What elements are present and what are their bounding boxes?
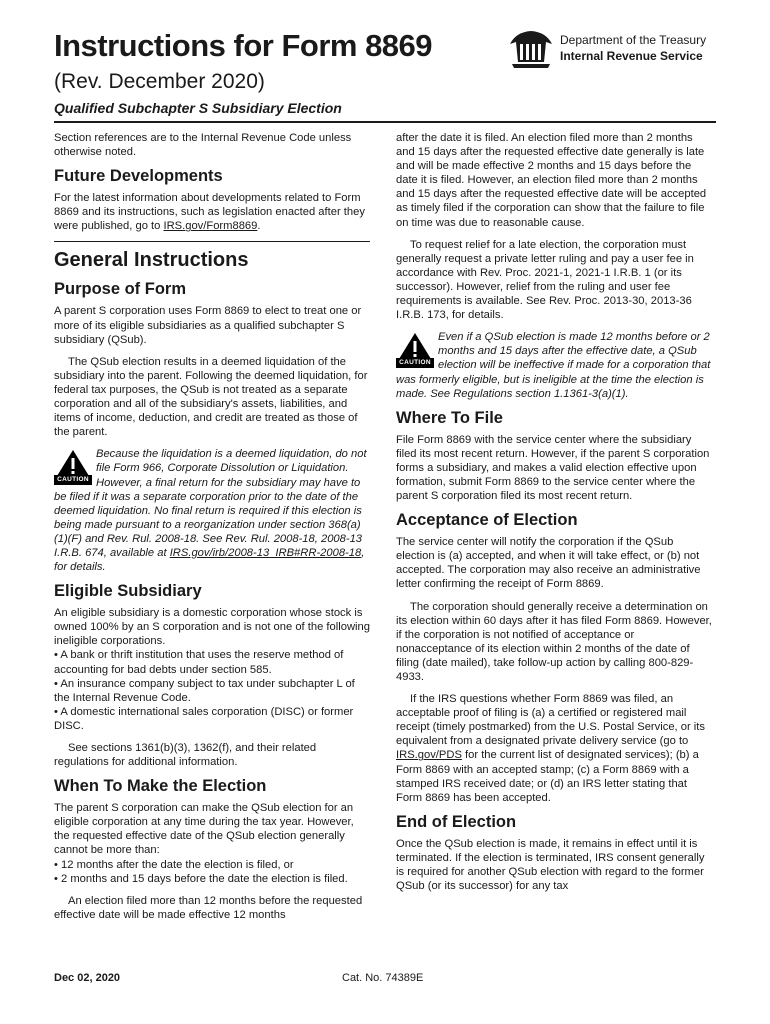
- caution-icon: [396, 332, 434, 368]
- end-paragraph-1: Once the QSub election is made, it remains in effect until it is terminated. If the election is terminated, IRS consent generally is required for another QSub election with regard to the former QSub (or its successor) for any tax: [396, 837, 705, 893]
- left-column: [54, 131, 370, 930]
- acceptance-paragraph-3: If the IRS questions whether Form 8869 was filed, an acceptable proof of filing is (a) a certified or registered mail receipt (timely postmarked) from the U.S. Postal Service, or its equivalent from a designated private delivery service (go to IRS.gov/PDS for the current list of designated services); (b) a Form 8869 with an accepted stamp; (c) a Form 8869 with a stamped IRS received date; or (d) an IRS letter stating that Form 8869 has been accepted.: [396, 693, 705, 804]
- continued-paragraph-2: To request relief for a late election, the corporation must generally request a private letter ruling and pay a user fee in accordance with Rev. Proc. 2021-1, 2021-1 I.R.B. 1 (or its successor). However, relief from the ruling and user fee requirements is available. See Rev. Proc. 2013-30, 2013-36 I.R.B. 173, for details.: [396, 238, 694, 322]
- page-subtitle: Qualified Subchapter S Subsidiary Election: [54, 100, 342, 116]
- end-of-election-heading: End of Election: [396, 812, 517, 831]
- when-paragraph-2: An election filed more than 12 months before the requested effective date will be made effective 12 months: [54, 894, 363, 921]
- caution-note-ineligible: CAUTION Even if a QSub election is made 12 months before or 2 months and 15 days after the effective date, a QSub election will be ineffective if made for a corporation that was formerly eligible, but is ineligible at the time the election is made. See Regulations section 1.1361-3(a)(1).: [396, 331, 711, 400]
- eligible-subsidiary-heading: Eligible Subsidiary: [54, 582, 202, 601]
- caution-icon: [54, 449, 92, 485]
- when-paragraph-1: The parent S corporation can make the QSub election for an eligible corporation at any time during the tax year. However, the requested effective date of the QSub election generally cannot be more than:: [54, 802, 354, 857]
- list-item: • An insurance company subject to tax under subchapter L of the Internal Revenue Code.: [54, 677, 355, 704]
- agency-irs: Internal Revenue Service: [560, 49, 703, 63]
- rev-rul-link[interactable]: IRS.gov/irb/2008-13_IRB#RR-2008-18: [169, 546, 362, 559]
- agency-department: Department of the Treasury: [560, 33, 707, 47]
- where-to-file-heading: Where To File: [396, 408, 503, 427]
- revision-date: (Rev. December 2020): [54, 70, 265, 93]
- where-paragraph-1: File Form 8869 with the service center where the subsidiary filed its most recent return. However, if the parent S corporation forms a subsidiary, and makes a valid election effective upon formation, submit Form 8869 to the service center where the parent S corporation filed its most recent return.: [396, 433, 710, 503]
- list-item: • 2 months and 15 days before the date the election is filed.: [54, 872, 348, 885]
- right-column: [396, 131, 712, 901]
- general-instructions-heading: General Instructions: [54, 249, 249, 272]
- caution-note-liquidation: CAUTION Because the liquidation is a deemed liquidation, do not file Form 966, Corporate Dissolution or Liquidation. However, a final return for the subsidiary may have to be filed if it was a separate corporation prior to the date of the deemed liquidation. No final return is required if this election is being made pursuant to a reorganization under section 368(a)(1)(F) and Rev. Rul. 2008-18. See Rev. Rul. 2008-18, 2008-13 I.R.B. 674, available at IRS.gov/irb/2008-13_IRB#RR-2008-18, for details.: [54, 448, 367, 574]
- acceptance-paragraph-1: The service center will notify the corporation if the QSub election is (a) accepted, and when it will take effect, or (b) not accepted. The corporation may also receive an administrative letter confirming the receipt of Form 8869.: [396, 536, 701, 591]
- purpose-paragraph-1: A parent S corporation uses Form 8869 to elect to treat one or more of its eligible subsidiaries as a qualified subchapter S subsidiary (QSub).: [54, 305, 362, 346]
- form8869-link[interactable]: IRS.gov/Form8869: [163, 220, 258, 233]
- caution-label: CAUTION: [54, 475, 92, 485]
- irs-eagle-logo-icon: [506, 28, 556, 70]
- header-rule: [54, 121, 716, 123]
- purpose-paragraph-2: The QSub election results in a deemed liquidation of the subsidiary into the parent. Following the deemed liquidation, for federal tax purposes, the QSub is not treated as a separate corporation and all of the subsidiary's assets, liabilities, and items of income, deduction, and credit are treated as those of the parent.: [54, 355, 368, 439]
- section-divider: [54, 241, 370, 242]
- caution-label: CAUTION: [396, 358, 434, 368]
- acceptance-heading: Acceptance of Election: [396, 511, 578, 530]
- agency-block: [560, 32, 706, 64]
- footer-cat-no: Cat. No. 74389E: [342, 972, 424, 984]
- acceptance-paragraph-2: The corporation should generally receive a determination on its election within 60 days after it has filed Form 8869. However, if the corporation is not notified of acceptance or nonacceptance of its election within 2 months of the date of filing (date mailed), take follow-up action by calling 800-829-4933.: [396, 600, 712, 683]
- eligible-paragraph-1: An eligible subsidiary is a domestic corporation whose stock is owned 100% by an S corporation and is not one of the following ineligible corporations.: [54, 607, 370, 648]
- future-developments-text: For the latest information about developments related to Form 8869 and its instructions, such as legislation enacted after they were published, go to IRS.gov/Form8869.: [54, 192, 365, 233]
- list-item: • A domestic international sales corporation (DISC) or former DISC.: [54, 705, 354, 732]
- intro-text: Section references are to the Internal Revenue Code unless otherwise noted.: [54, 132, 352, 159]
- page-title: Instructions for Form 8869: [54, 28, 433, 63]
- list-item: • A bank or thrift institution that uses the reserve method of accounting for bad debts under section 585.: [54, 649, 344, 676]
- footer-date: Dec 02, 2020: [54, 972, 121, 984]
- when-to-make-election-heading: When To Make the Election: [54, 777, 267, 796]
- eligible-paragraph-2: See sections 1361(b)(3), 1362(f), and their related regulations for additional information.: [54, 742, 317, 769]
- purpose-heading: Purpose of Form: [54, 280, 187, 299]
- irs-pds-link[interactable]: IRS.gov/PDS: [396, 749, 462, 762]
- future-developments-heading: Future Developments: [54, 167, 223, 186]
- list-item: • 12 months after the date the election is filed, or: [54, 858, 294, 871]
- continued-paragraph-1: after the date it is filed. An election filed more than 2 months and 15 days after the requested effective date generally is late and will be made effective 2 months and 15 days before the date it is filed. However, an election filed more than 2 months and 15 days after the requested effective date will be accepted as timely filed if the corporation can show that the failure to file on time was due to reasonable cause.: [396, 132, 707, 229]
